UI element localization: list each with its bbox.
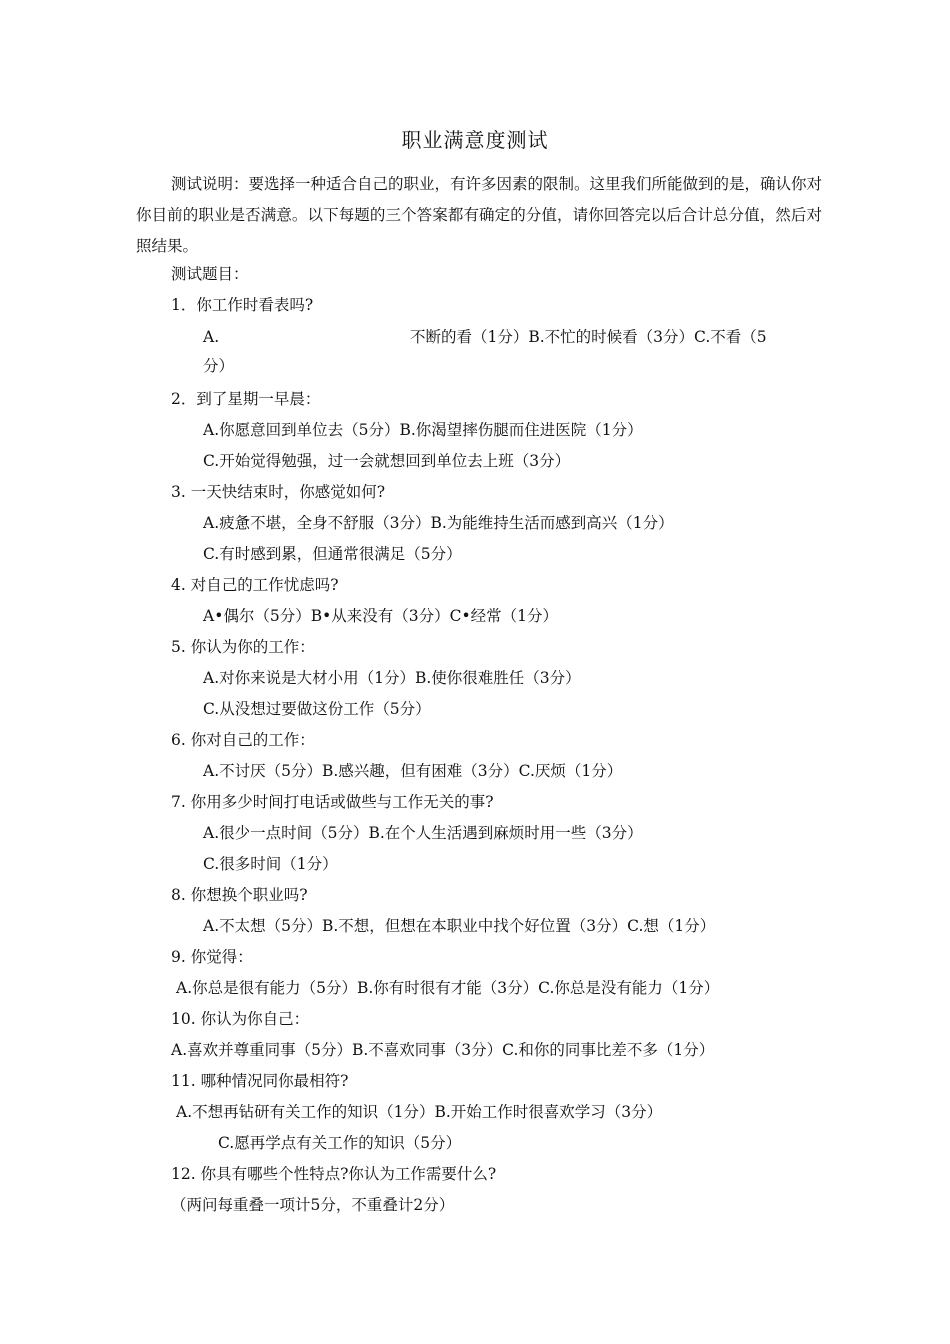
question-7: 7. 你用多少时间打电话或做些与工作无关的事? — [171, 793, 494, 811]
question-4-options-line-1: A•偶尔（5分）B•从来没有（3分）C•经常（1分） — [203, 607, 558, 625]
question-7-options-line-2: C.很多时间（1分） — [203, 855, 338, 873]
question-8-options-line-1: A.不太想（5分）B.不想，但想在本职业中找个好位置（3分）C.想（1分） — [203, 917, 716, 935]
question-10-options-line-1: A.喜欢并尊重同事（5分）B.不喜欢同事（3分）C.和你的同事比差不多（1分） — [171, 1041, 715, 1059]
question-12-note: （两问每重叠一项计5分，不重叠计2分） — [171, 1196, 455, 1214]
question-3-options-line-1: A.疲惫不堪，全身不舒服（3分）B.为能维持生活而感到高兴（1分） — [203, 514, 674, 532]
question-10: 10. 你认为你自己： — [171, 1010, 310, 1028]
page-title: 职业满意度测试 — [401, 128, 549, 152]
question-11: 11. 哪种情况同你最相符? — [171, 1072, 349, 1090]
question-8: 8. 你想换个职业吗? — [171, 886, 308, 904]
question-1-options-wrap: 分） — [203, 357, 235, 375]
question-6: 6. 你对自己的工作： — [171, 731, 315, 749]
question-1: 1．你工作时看表吗? — [171, 296, 314, 314]
question-5-options-line-1: A.对你来说是大材小用（1分）B.使你很难胜任（3分） — [203, 669, 581, 687]
question-5: 5. 你认为你的工作： — [171, 638, 315, 656]
question-2-options-line-2: C.开始觉得勉强，过一会就想回到单位去上班（3分） — [203, 452, 571, 470]
section-label: 测试题目： — [171, 265, 249, 283]
question-4: 4. 对自己的工作忧虑吗? — [171, 576, 339, 594]
question-7-options-line-1: A.很少一点时间（5分）B.在个人生活遇到麻烦时用一些（3分） — [203, 824, 643, 842]
question-3: 3. 一天快结束时，你感觉如何? — [171, 483, 386, 501]
question-3-options-line-2: C.有时感到累，但通常很满足（5分） — [203, 545, 462, 563]
question-12: 12. 你具有哪些个性特点?你认为工作需要什么? — [171, 1165, 497, 1183]
question-1-option-prefix: A. — [203, 328, 220, 346]
question-9-options-line-1: A.你总是很有能力（5分）B.你有时很有才能（3分）C.你总是没有能力（1分） — [176, 979, 720, 997]
question-9: 9. 你觉得： — [171, 948, 253, 966]
question-2: 2．到了星期一早晨： — [171, 390, 321, 408]
question-6-options-line-1: A.不讨厌（5分）B.感兴趣，但有困难（3分）C.厌烦（1分） — [203, 762, 623, 780]
intro-paragraph: 测试说明：要选择一种适合自己的职业，有许多因素的限制。这里我们所能做到的是，确认你对你目前的职业是否满意。以下每题的三个答案都有确定的分值，请你回答完以后合计总分值，然后对照结果。 — [136, 175, 823, 255]
question-5-options-line-2: C.从没想过要做这份工作（5分） — [203, 700, 431, 718]
question-11-options-line-2: C.愿再学点有关工作的知识（5分） — [218, 1134, 462, 1152]
question-2-options-line-1: A.你愿意回到单位去（5分）B.你渴望摔伤腿而住进医院（1分） — [203, 421, 643, 439]
question-11-options-line-1: A.不想再钻研有关工作的知识（1分）B.开始工作时很喜欢学习（3分） — [176, 1103, 663, 1121]
question-1-options: 不断的看（1分）B.不忙的时候看（3分）C.不看（5 — [410, 328, 767, 346]
